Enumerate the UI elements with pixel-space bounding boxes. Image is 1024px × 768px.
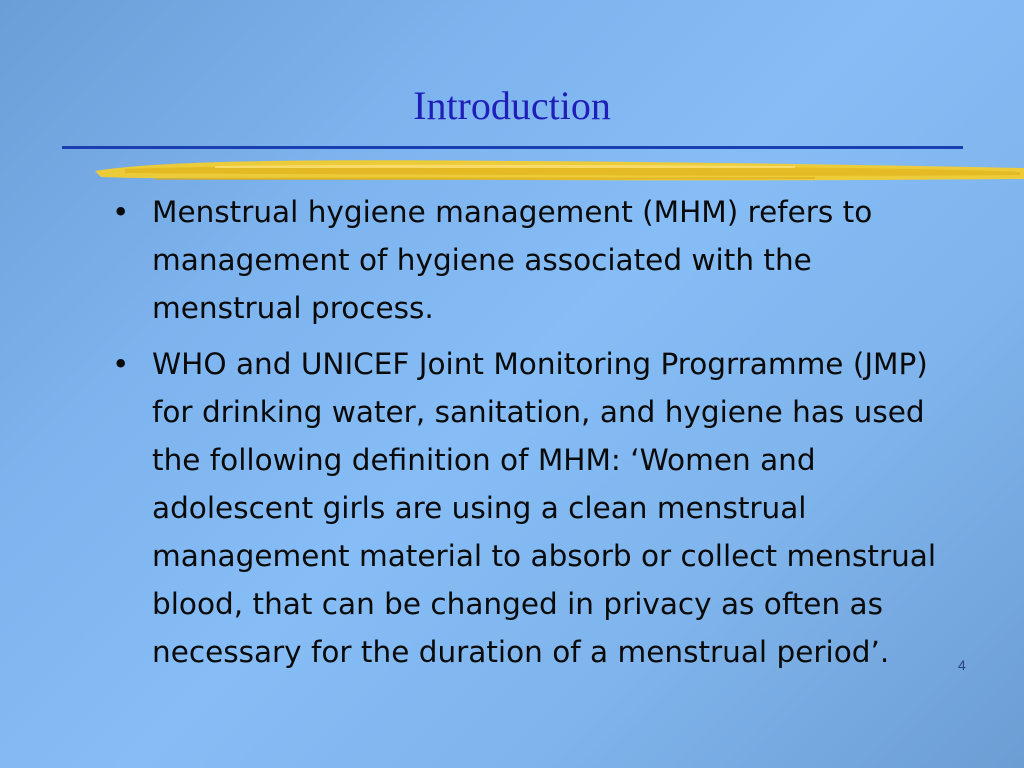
bullet-marker: •	[112, 347, 130, 381]
slide-title: Introduction	[413, 83, 611, 128]
bullet-marker: •	[112, 195, 130, 229]
bullet-item	[112, 188, 962, 332]
bullet-item	[112, 340, 962, 676]
yellow-brush-stroke	[95, 155, 1024, 187]
bullet-text: WHO and UNICEF Joint Monitoring Progrramme (JMP) for drinking water, sanitation, and hygiene has used the following definition of MHM: ‘Women and adolescent girls are using a clean menstrual management material to absorb or collect menstrual blood, that can be changed in privacy as often as necessary for the duration of a menstrual period’.	[152, 347, 937, 669]
page-number: 4	[958, 657, 966, 673]
title-underline-rule	[62, 146, 963, 149]
bullet-list	[112, 188, 962, 684]
bullet-text: Menstrual hygiene management (MHM) refers to management of hygiene associated with the menstrual process.	[152, 195, 873, 325]
